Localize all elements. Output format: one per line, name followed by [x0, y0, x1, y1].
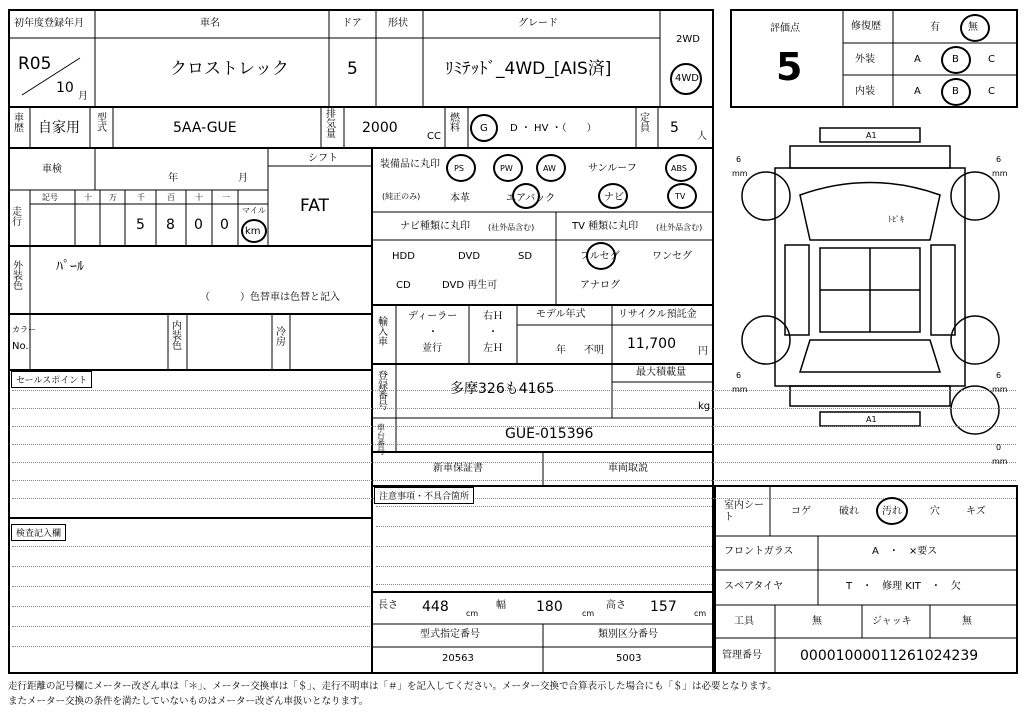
color-value: ﾊﾟｰﾙ	[56, 259, 84, 275]
ext-c: C	[988, 54, 995, 65]
exterior-label: 外装	[855, 54, 875, 65]
class-no: 5003	[616, 653, 642, 664]
grade-label: グレード	[518, 18, 558, 29]
navi-cd: CD	[396, 280, 411, 291]
width-label: 幅	[496, 600, 506, 611]
registration-number: 多摩326も4165	[450, 381, 555, 397]
tv-fullseg: フルセグ	[580, 251, 620, 262]
tv-sub: (社外品含む)	[656, 223, 703, 232]
tire-rl: 6	[736, 371, 742, 380]
tools-label: 工具	[734, 616, 754, 627]
person-unit: 人	[697, 131, 707, 142]
max-load-label: 最大積載量	[636, 367, 686, 378]
first-reg-label: 初年度登録年月	[14, 18, 84, 29]
diagram-a1-bottom: A1	[866, 415, 877, 424]
equip-aw: AW	[543, 164, 556, 173]
mile-label: マイル	[242, 206, 266, 215]
score-label: 評価点	[770, 23, 800, 34]
door-value: 5	[347, 59, 358, 79]
import-label: 輸入車	[378, 317, 388, 348]
int-c: C	[988, 86, 995, 97]
digit-3: 8	[166, 217, 175, 233]
navi-sub: (社外品含む)	[488, 223, 535, 232]
mileage-label: 走行	[12, 207, 22, 228]
type-no-label: 型式指定番号	[420, 629, 480, 640]
drive-2wd: 2WD	[676, 34, 700, 45]
car-name: クロストレック	[170, 59, 289, 79]
interior-label: 内装	[855, 86, 875, 97]
navi-label: ナビ種類に丸印	[400, 221, 470, 232]
grade-value: ﾘﾐﾃｯﾄﾞ_4WD_[AIS済]	[445, 59, 612, 79]
int-b: B	[952, 86, 959, 97]
history-value: 自家用	[38, 120, 80, 136]
capacity-value: 5	[670, 120, 679, 136]
windshield-label: フロントガラス	[724, 546, 794, 557]
tire-fl: 6	[736, 155, 742, 164]
height-value: 157	[650, 599, 677, 615]
mgmt-label: 管理番号	[722, 650, 762, 661]
import-dot-2: ・	[488, 327, 498, 338]
shift-label: シフト	[308, 153, 338, 164]
equipment-label: 装備品に丸印	[380, 159, 440, 170]
model-value: 5AA-GUE	[173, 120, 237, 136]
color-no-label: No.	[12, 341, 29, 352]
digit-2: 5	[136, 217, 145, 233]
equip-ps: PS	[454, 164, 464, 173]
digit-5: 0	[220, 217, 229, 233]
color-no-label-small: カラー	[12, 325, 36, 334]
model-year-label: モデル年式	[536, 309, 586, 320]
history-label: 車歴	[14, 113, 24, 134]
repair-yes: 有	[930, 22, 940, 33]
seat-tear: 破れ	[839, 506, 859, 517]
fuel-label: 燃料	[450, 113, 460, 134]
recycle-label: リサイクル預託金	[618, 309, 697, 320]
unit-3: 百	[167, 193, 175, 202]
tire-fr: 6	[996, 155, 1002, 164]
tire-rr: 6	[996, 371, 1002, 380]
height-unit: cm	[694, 609, 707, 618]
shaken-month-label: 月	[238, 173, 248, 184]
width-unit: cm	[582, 609, 595, 618]
equip-sunroof: サンルーフ	[588, 163, 637, 174]
color-note: （ ）色替車は色替と記入	[200, 292, 340, 303]
unit-2: 千	[137, 193, 145, 202]
navi-sd: SD	[518, 251, 533, 262]
score-value: 5	[776, 45, 803, 89]
seat-scratch: キズ	[966, 506, 986, 517]
seat-burn: コゲ	[791, 506, 811, 517]
diagram-a1-top: A1	[866, 131, 877, 140]
model-year-unknown: 不明	[584, 345, 604, 356]
equip-leather: 本革	[450, 193, 470, 204]
tire-rl-mm: mm	[732, 385, 748, 394]
repair-no: 無	[968, 22, 978, 33]
drive-4wd: 4WD	[675, 73, 699, 84]
tools-value: 無	[812, 616, 822, 627]
tv-analog: アナログ	[580, 280, 620, 291]
model-year-unit: 年	[556, 345, 566, 356]
unit-4: 十	[195, 193, 203, 202]
diagram-center-mark: ﾄﾋﾟｷ	[888, 215, 904, 224]
month-unit: 月	[78, 91, 88, 102]
manual: 車両取説	[608, 463, 648, 474]
ext-b: B	[952, 54, 959, 65]
equip-abs: ABS	[671, 164, 687, 173]
type-no: 20563	[442, 653, 474, 664]
first-reg-month: 10	[56, 80, 74, 96]
class-no-label: 類別区分番号	[598, 629, 658, 640]
digit-4: 0	[194, 217, 203, 233]
ext-a: A	[914, 54, 921, 65]
spare-value: T ・ 修理 KIT ・ 欠	[846, 581, 961, 592]
displacement-label: 排気量	[326, 109, 336, 140]
height-label: 高さ	[606, 600, 626, 611]
footer-line1: 走行距離の記号欄にメーター改ざん車は「＊」、メーター交換車は「＄」、走行不明車は「＃」を記入してください。メーター交換で合算表示した場合にも「＄」は必要となります。	[8, 681, 777, 692]
notes-tab: 注意事項・不具合箇所	[374, 487, 474, 504]
jack-label: ジャッキ	[872, 616, 912, 627]
jack-value: 無	[962, 616, 972, 627]
navi-dvd-play: DVD 再生可	[442, 280, 498, 291]
import-dealer: ディーラー	[408, 311, 458, 322]
warranty: 新車保証書	[433, 463, 483, 474]
fuel-rest: D ・ HV ・（ ）	[510, 123, 597, 134]
yen-unit: 円	[698, 346, 708, 357]
equipment-sublabel: (純正のみ)	[382, 192, 421, 201]
tv-label: TV 種類に丸印	[572, 221, 639, 232]
mgmt-value: 00001000011261024239	[800, 648, 979, 664]
equip-pw: PW	[500, 164, 513, 173]
import-dot: ・	[428, 327, 438, 338]
import-lh: 左Ｈ	[483, 343, 503, 354]
model-label: 型式	[97, 113, 107, 134]
unit-0: 十	[84, 193, 92, 202]
unit-5: 一	[222, 193, 230, 202]
cc-unit: CC	[427, 131, 441, 142]
width-value: 180	[536, 599, 563, 615]
shaken-year-label: 年	[168, 173, 178, 184]
length-value: 448	[422, 599, 449, 615]
equip-navi: ナビ	[604, 192, 624, 203]
tire-fr-mm: mm	[992, 169, 1008, 178]
first-reg-year: R05	[18, 54, 52, 74]
sales-points-tab: セールスポイント	[11, 371, 92, 388]
tv-oneseg: ワンセグ	[652, 251, 692, 262]
navi-dvd: DVD	[458, 251, 481, 262]
tire-rr-mm: mm	[992, 385, 1008, 394]
fuel-g: G	[480, 123, 488, 134]
import-parallel: 並行	[422, 343, 442, 354]
windshield-value: A ・ ×要ス	[872, 546, 938, 557]
registration-label: 登録番号	[378, 371, 388, 412]
inspection-tab: 検査記入欄	[11, 524, 66, 541]
symbol-label: 記号	[42, 193, 58, 202]
tire-spare: 0	[996, 443, 1002, 452]
capacity-label: 定員	[640, 113, 650, 134]
ac-label: 冷房	[276, 327, 286, 348]
seat-hole: 穴	[930, 506, 940, 517]
spare-label: スペアタイヤ	[724, 581, 784, 592]
navi-hdd: HDD	[392, 251, 415, 262]
tire-spare-mm: mm	[992, 457, 1008, 466]
recycle-value: 11,700	[627, 336, 676, 352]
equip-airbag: エアバック	[506, 193, 556, 204]
equip-tv: TV	[675, 192, 686, 201]
length-label: 長さ	[378, 600, 398, 611]
import-rh: 右Ｈ	[483, 311, 503, 322]
car-name-label: 車名	[200, 18, 220, 29]
interior-color-label: 内装色	[172, 321, 182, 352]
footer-line2: またメーター交換の条件を満たしていないものはメーター改ざん車扱いとなります。	[8, 696, 369, 707]
length-unit: cm	[466, 609, 479, 618]
chassis-number: GUE-015396	[505, 426, 594, 442]
shift-value: FAT	[300, 196, 329, 216]
shape-label: 形状	[388, 18, 408, 29]
km-label: km	[245, 226, 261, 237]
seat-label: 室内シート	[724, 500, 764, 523]
chassis-label: 車台番号	[377, 423, 385, 456]
seat-stain: 汚れ	[882, 506, 902, 517]
int-a: A	[914, 86, 921, 97]
repair-label: 修復歴	[851, 21, 881, 32]
tire-fl-mm: mm	[732, 169, 748, 178]
unit-1: 万	[109, 193, 117, 202]
color-label: 外装色	[13, 261, 23, 292]
kg-unit: kg	[698, 401, 711, 412]
shaken-label: 車検	[42, 164, 62, 175]
displacement-value: 2000	[362, 120, 398, 136]
door-label: ドア	[342, 18, 362, 29]
